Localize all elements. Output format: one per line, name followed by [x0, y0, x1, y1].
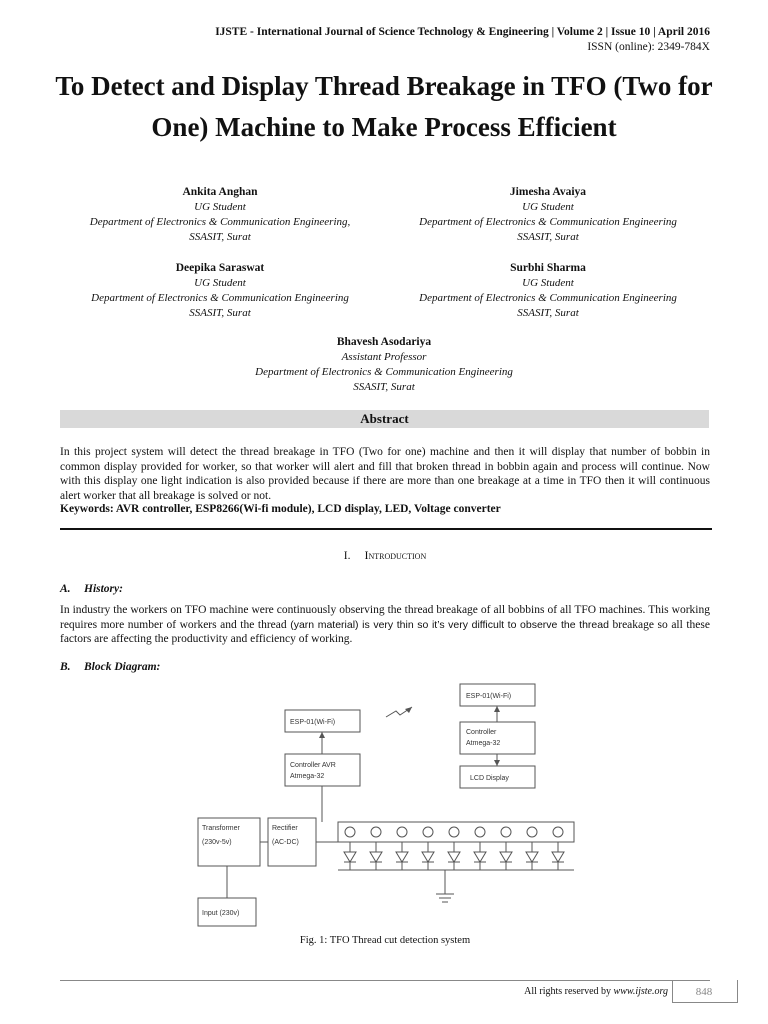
controller-right-label-1: Controller [466, 729, 497, 736]
subsection-letter: B. [60, 661, 71, 673]
author-dept: Department of Electronics & Communication Engineering [419, 292, 677, 304]
author-name: Ankita Anghan [182, 186, 258, 198]
controller-left-box [285, 754, 360, 786]
subsection-title: Block Diagram: [84, 661, 161, 673]
history-text-1: In industry the workers on TFO machine were continuously observing the thread breakage of all bobbins of all TFO machines. This working requires more number of workers and the thread [60, 604, 710, 631]
section-number: I. [343, 550, 351, 562]
footer-rights [524, 986, 668, 997]
section-title: Introduction [364, 548, 427, 562]
author-inst: SSASIT, Surat [353, 381, 415, 393]
page-number: 848 [695, 986, 713, 998]
section-heading [60, 548, 710, 563]
subsection-letter: A. [60, 583, 71, 595]
author-1 [60, 185, 380, 245]
author-role: UG Student [194, 277, 246, 289]
author-inst: SSASIT, Surat [517, 307, 579, 319]
subsection-history [60, 583, 123, 595]
history-text-3: breakage so all these factors are affecting the productivity and efficiency of working. [60, 618, 710, 646]
author-name: Surbhi Sharma [510, 262, 586, 274]
author-role: UG Student [522, 277, 574, 289]
subsection-block-diagram [60, 661, 160, 673]
author-dept: Department of Electronics & Communication Engineering, [89, 216, 351, 228]
author-inst: SSASIT, Surat [189, 307, 251, 319]
history-text-2: (yarn material) is very thin so it’s very difficult to observe the thread [290, 618, 609, 631]
author-dept: Department of Electronics & Communication Engineering [419, 216, 677, 228]
author-inst: SSASIT, Surat [517, 231, 579, 243]
rectifier-label-1: Rectifier [272, 825, 298, 832]
keywords: Keywords: AVR controller, ESP8266(Wi-fi module), LCD display, LED, Voltage converter [60, 503, 501, 515]
author-name: Bhavesh Asodariya [336, 336, 432, 348]
author-name: Jimesha Avaiya [509, 186, 587, 198]
led-array [344, 827, 564, 870]
author-dept: Department of Electronics & Communication Engineering [255, 366, 513, 378]
controller-right-box [460, 722, 535, 754]
author-4 [388, 261, 708, 321]
rights-text: All rights reserved by [524, 986, 614, 997]
footer-rule [60, 980, 710, 981]
author-role: Assistant Professor [341, 351, 427, 363]
author-5 [224, 335, 544, 395]
section-divider [60, 528, 712, 530]
author-name: Deepika Saraswat [175, 262, 265, 274]
issn-header: ISSN (online): 2349-784X [587, 41, 710, 53]
abstract-text: In this project system will detect the thread breakage in TFO (Two for one) machine and then it will display that number of bobbin in common display provided for worker, so that worker will alert and fill that broken thread in bobbin again and process will continue. Now with this display one light indication is also provided because if there are more than one breakage at a time in TFO then it will continuous alert worker that all breakage is solved or not. [60, 446, 710, 502]
transformer-label-1: Transformer [202, 825, 240, 832]
author-dept: Department of Electronics & Communication Engineering [91, 292, 349, 304]
author-2 [388, 185, 708, 245]
transformer-label-2: (230v-5v) [202, 839, 232, 846]
subsection-title: History: [84, 583, 123, 595]
lcd-label: LCD Display [470, 775, 509, 782]
paper-title: To Detect and Display Thread Breakage in TFO (Two for One) Machine to Make Process Efficient [55, 71, 713, 142]
author-inst: SSASIT, Surat [189, 231, 251, 243]
history-paragraph [60, 603, 710, 647]
controller-left-label-2: Atmega-32 [290, 773, 325, 780]
rectifier-label-2: (AC-DC) [272, 839, 299, 846]
author-3 [60, 261, 380, 321]
esp-right-label: ESP-01(Wi-Fi) [466, 693, 512, 700]
author-role: UG Student [522, 201, 574, 213]
controller-right-label-2: Atmega-32 [466, 740, 501, 747]
journal-header: IJSTE - International Journal of Science Technology & Engineering | Volume 2 | Issue 10 | April 2016 [215, 26, 710, 38]
figure-caption: Fig. 1: TFO Thread cut detection system [299, 935, 471, 946]
block-diagram [190, 680, 600, 930]
controller-left-label-1: Controller AVR [290, 762, 336, 769]
site-link[interactable]: www.ijste.org [613, 986, 668, 997]
input-label: Input (230v) [202, 910, 240, 917]
author-role: UG Student [194, 201, 246, 213]
abstract-heading: Abstract [60, 410, 709, 428]
led-bus-box [338, 822, 574, 842]
esp-left-label: ESP-01(Wi-Fi) [290, 719, 336, 726]
